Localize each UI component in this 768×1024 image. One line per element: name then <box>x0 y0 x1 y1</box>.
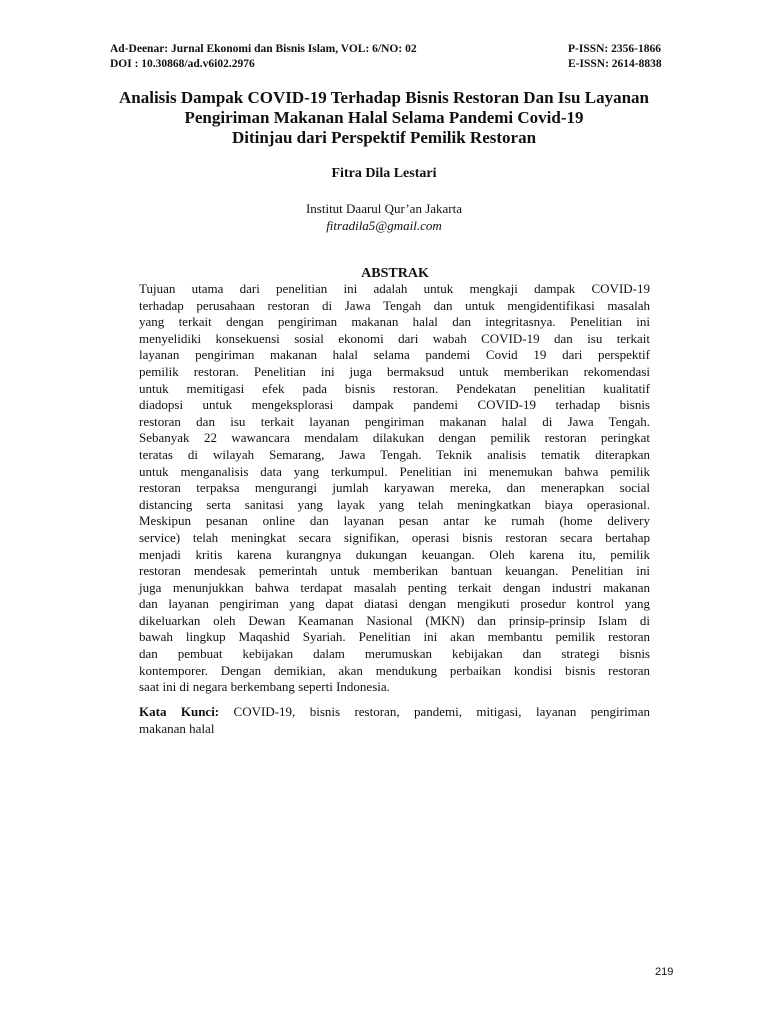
abstract-line: service) telah meningkat secara signifikan, operasi bisnis restoran secara bertahap <box>139 529 650 545</box>
abstract-line: kontemporer. Dengan demikian, akan mendukung perbaikan kondisi bisnis restoran <box>139 662 650 678</box>
paper-title <box>90 88 678 148</box>
abstract-body <box>139 281 650 696</box>
abstract-line: bawah lingkup Maqashid Syariah. Penelitian ini akan membantu pemilik restoran <box>139 629 650 645</box>
abstract-line: untuk memitigasi efek pada bisnis restoran. Pendekatan penelitian kualitatif <box>139 380 650 396</box>
abstract-line: teratas di wilayah Semarang, Jawa Tengah. Teknik analisis tematik diterapkan <box>139 446 650 462</box>
abstract-line: Sebanyak 22 wawancara mendalam dilakukan dengan pemilik restoran peringkat <box>139 430 650 446</box>
keywords-label: Kata Kunci: <box>139 704 220 719</box>
abstract-line: restoran terpaksa mengurangi jumlah karyawan mereka, dan menerapkan social <box>139 480 650 496</box>
keywords-text: COVID-19, bisnis restoran, pandemi, mitigasi, layanan pengiriman <box>219 704 650 719</box>
abstract-line: dan layanan pengiriman yang dapat diatasi dengan mengikuti prosedur kontrol yang <box>139 596 650 612</box>
abstract-line: menyelidiki konsekuensi sosial ekonomi dari wabah COVID-19 dan isu terkait <box>139 330 650 346</box>
title-line: Pengiriman Makanan Halal Selama Pandemi Covid-19 <box>184 108 584 127</box>
keywords-line: makanan halal <box>139 720 215 736</box>
abstract-line: diadopsi untuk mengeksplorasi dampak pandemi COVID-19 terhadap bisnis <box>139 397 650 413</box>
abstract-line: untuk menganalisis data yang terkumpul. Penelitian ini menemukan bahwa pemilik <box>139 463 650 479</box>
author-email: fitradila5@gmail.com <box>326 218 442 233</box>
abstract-heading: ABSTRAK <box>361 266 429 281</box>
abstract-line: restoran dan isu terkait layanan pengiriman makanan halal di Jawa Tengah. <box>139 413 650 429</box>
journal-name: Ad-Deenar: Jurnal Ekonomi dan Bisnis Islam, VOL: 6/NO: 02 <box>110 43 417 55</box>
abstract-line: yang terkait dengan pengiriman makanan halal dan integritasnya. Penelitian ini <box>139 314 650 330</box>
abstract-line: terhadap perusahaan restoran di Jawa Tengah dan untuk mengidentifikasi masalah <box>139 297 650 313</box>
keywords-line <box>139 704 650 721</box>
abstract-line: dikeluarkan oleh Dewan Keamanan Nasional (MKN) dan prinsip-prinsip Islam di <box>139 612 650 628</box>
abstract-line: Meskipun pesanan online dan layanan pesan antar ke rumah (home delivery <box>139 513 650 529</box>
abstract-line: saat ini di negara berkembang seperti Indonesia. <box>139 679 390 695</box>
abstract-line: Tujuan utama dari penelitian ini adalah untuk mengkaji dampak COVID-19 <box>139 281 650 296</box>
abstract-line: dan pembuat kebijakan dalam merumuskan kebijakan dan strategi bisnis <box>139 646 650 662</box>
author-name: Fitra Dila Lestari <box>331 166 437 181</box>
journal-header-left <box>110 42 417 72</box>
abstract-line: menjadi kritis karena kurangnya dukungan keuangan. Oleh karena itu, pemilik <box>139 546 650 562</box>
abstract-line: pemilik restoran. Penelitian ini juga bermaksud untuk memberikan rekomendasi <box>139 363 650 379</box>
doi: DOI : 10.30868/ad.v6i02.2976 <box>110 58 255 70</box>
title-line: Ditinjau dari Perspektif Pemilik Restoran <box>231 128 537 147</box>
journal-header-right <box>568 42 662 72</box>
e-issn: E-ISSN: 2614-8838 <box>568 58 662 70</box>
affiliation-block <box>0 200 768 234</box>
page-number: 219 <box>655 966 674 978</box>
abstract-line: juga menunjukkan bahwa terdapat masalah penting terkait dengan industri makanan <box>139 579 650 595</box>
abstract-line: restoran mendesak pemerintah untuk memberikan bantuan keuangan. Penelitian ini <box>139 563 650 579</box>
abstract-line: layanan pengiriman makanan halal selama pandemi Covid 19 dari perspektif <box>139 347 650 363</box>
abstract-line: distancing serta sanitasi yang layak yang telah meningkatkan biaya operasional. <box>139 496 650 512</box>
keywords <box>139 704 650 737</box>
title-line: Analisis Dampak COVID-19 Terhadap Bisnis Restoran Dan Isu Layanan <box>119 88 649 107</box>
p-issn: P-ISSN: 2356-1866 <box>568 43 661 55</box>
affiliation: Institut Daarul Qur’an Jakarta <box>305 201 463 216</box>
